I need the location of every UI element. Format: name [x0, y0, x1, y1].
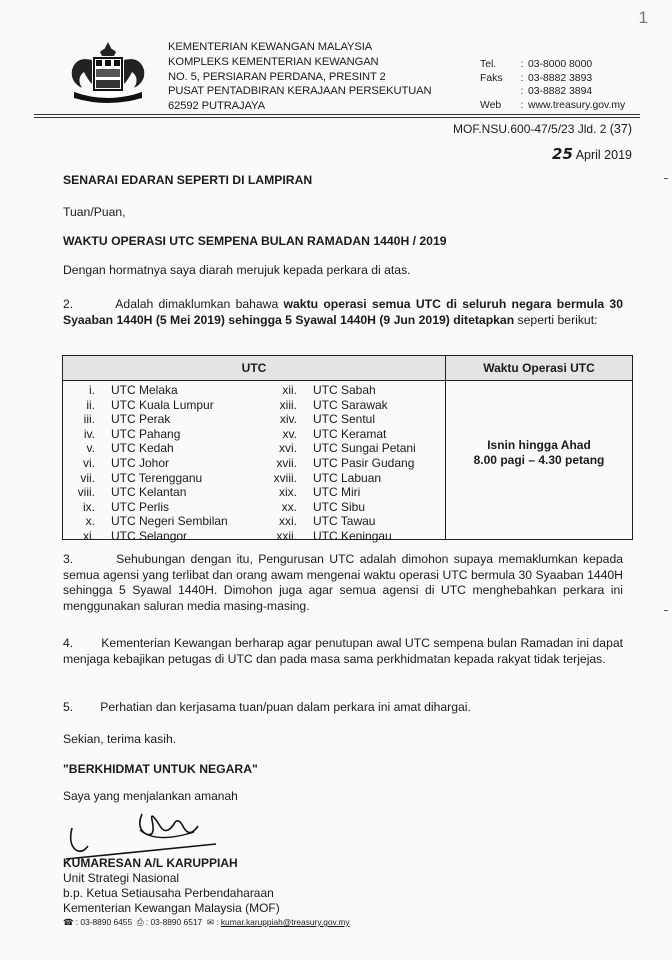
- closing: Sekian, terima kasih.: [63, 732, 177, 746]
- utc-name: UTC Kelantan: [111, 485, 187, 500]
- contact-label: Web: [480, 99, 502, 111]
- utc-number: iv.: [83, 426, 95, 441]
- utc-number: v.: [86, 441, 95, 456]
- utc-name: UTC Sabah: [313, 383, 376, 397]
- paragraph-bold-text: waktu operasi semua UTC di seluruh negara bermula 30 Syaaban 1440H (5 Mei 2019) sehingga 5 Syawal 1440H (9 Jun 2019) ditetapkan: [63, 297, 623, 327]
- utc-name: UTC Sarawak: [313, 397, 388, 412]
- contact-block: Tel. : 03-8000 8000 Faks : 03-8882 3893 : 03-8882 3894 Web : www.treasury.gov.my: [480, 59, 626, 111]
- utc-number: xix.: [279, 485, 297, 500]
- utc-number: i.: [89, 383, 95, 397]
- ministry-address-line: NO. 5, PERSIARAN PERDANA, PRESINT 2: [168, 70, 386, 83]
- ministry-address-line: PUSAT PENTADBIRAN KERAJAAN PERSEKUTUAN: [168, 85, 432, 98]
- utc-number: xviii.: [273, 470, 297, 485]
- signer-role: b.p. Ketua Setiausaha Perbendaharaan: [63, 886, 274, 900]
- utc-table: [62, 355, 633, 543]
- utc-number: xv.: [282, 426, 297, 441]
- table-row: [63, 529, 446, 544]
- paragraph-text: Perhatian dan kerjasama tuan/puan dalam perkara ini amat dihargai.: [100, 700, 471, 714]
- utc-number: viii.: [77, 485, 95, 500]
- ministry-address-line: 62592 PUTRAJAYA: [168, 100, 265, 113]
- utc-name: UTC Negeri Sembilan: [111, 514, 228, 529]
- sign-off: Saya yang menjalankan amanah: [63, 789, 238, 803]
- motto: "BERKHIDMAT UNTUK NEGARA": [63, 762, 258, 776]
- utc-name: UTC Sentul: [313, 412, 376, 427]
- utc-name: UTC Kedah: [111, 441, 174, 456]
- page-number: 1: [638, 8, 648, 27]
- table-row: [63, 412, 446, 427]
- paragraph-text: Kementerian Kewangan berharap agar penutupan awal UTC sempena bulan Ramadan ini dapat menjaga kebajikan petugas di UTC dan pada masa sama perkhidmatan kepada rakyat tidak terjejas.: [63, 636, 624, 666]
- paragraph-text: Sehubungan dengan itu, Pengurusan UTC adalah dimohon supaya memaklumkan kepada semua agensi yang terlibat dan orang awam mengenai waktu operasi UTC bermula 30 Syaaban 1440H sehingga 5 Syawal 1440H. Dimohon juga agar semua agensi di UTC menghebahkan perkara ini menggunakan saluran media masing-masing.: [63, 552, 624, 613]
- table-header-utc: UTC: [63, 356, 446, 381]
- margin-tick: [664, 610, 668, 611]
- table-row: [63, 456, 446, 471]
- signer-block: [63, 856, 280, 916]
- utc-name: UTC Terengganu: [111, 470, 203, 485]
- utc-number: xvi.: [279, 441, 297, 456]
- subject: WAKTU OPERASI UTC SEMPENA BULAN RAMADAN 1440H / 2019: [63, 234, 447, 248]
- handwritten-number: (37): [609, 122, 632, 136]
- paragraph-4: [63, 636, 623, 667]
- margin-tick: [664, 178, 668, 179]
- table-row: [63, 485, 446, 500]
- paragraph-2: [63, 297, 623, 328]
- paragraph-number: 4.: [63, 636, 74, 650]
- table-row: [63, 500, 446, 515]
- fax-icon: ⎙: [136, 917, 144, 927]
- contact-fax: 03-8882 3893: [528, 72, 593, 84]
- table-row: [63, 471, 446, 486]
- utc-name: UTC Kuala Lumpur: [111, 397, 214, 412]
- utc-list: [63, 383, 446, 544]
- utc-number: xi.: [83, 528, 95, 543]
- signer-ministry: Kementerian Kewangan Malaysia (MOF): [63, 901, 280, 915]
- table-row: [63, 427, 446, 442]
- utc-name: UTC Selangor: [111, 528, 188, 543]
- utc-number: x.: [85, 514, 95, 529]
- utc-name: UTC Johor: [111, 455, 170, 470]
- signer-email[interactable]: kumar.karuppiah@treasury.gov.my: [220, 917, 350, 927]
- utc-name: UTC Pahang: [111, 426, 181, 441]
- reference-code: MOF.NSU.600-47/5/23 Jld. 2: [453, 122, 607, 136]
- utc-number: xxi.: [279, 514, 297, 529]
- contact-label: Tel.: [480, 59, 497, 70]
- signature-icon: [66, 800, 216, 862]
- header-divider: [34, 117, 640, 118]
- utc-number: xiii.: [279, 397, 297, 412]
- signer-phone: 03-8890 6455: [80, 917, 133, 927]
- salutation: Tuan/Puan,: [63, 205, 126, 219]
- hours-time: 8.00 pagi – 4.30 petang: [473, 453, 605, 467]
- utc-number: xxii.: [276, 528, 297, 543]
- utc-number: xx.: [281, 499, 297, 514]
- utc-number: xiv.: [279, 412, 297, 427]
- signer-unit: Unit Strategi Nasional: [63, 871, 180, 885]
- utc-name: UTC Perlis: [111, 499, 170, 514]
- contact-fax-2: 03-8882 3894: [528, 86, 593, 98]
- table-row: [63, 383, 446, 398]
- paragraph-text: Adalah dimaklumkan bahawa: [115, 297, 284, 311]
- utc-name: UTC Keningau: [313, 528, 392, 543]
- utc-number: xvii.: [276, 455, 297, 470]
- utc-number: xii.: [282, 383, 297, 397]
- table-row: [63, 398, 446, 413]
- paragraph-number: 2.: [63, 297, 74, 311]
- utc-name: UTC Labuan: [313, 470, 382, 485]
- email-icon: ✉: [206, 917, 214, 927]
- date-month-year: April 2019: [575, 148, 632, 162]
- phone-icon: ☎: [63, 917, 74, 927]
- paragraph-number: 5.: [63, 700, 74, 714]
- utc-name: UTC Perak: [111, 412, 171, 427]
- utc-number: vi.: [83, 455, 95, 470]
- signer-name: KUMARESAN A/L KARUPPIAH: [63, 856, 238, 870]
- utc-number: vii.: [80, 470, 95, 485]
- contact-tel: 03-8000 8000: [528, 59, 593, 70]
- recipient: SENARAI EDARAN SEPERTI DI LAMPIRAN: [63, 173, 313, 187]
- ministry-address-line: KOMPLEKS KEMENTERIAN KEWANGAN: [168, 55, 379, 68]
- hours-days: Isnin hingga Ahad: [487, 438, 591, 452]
- utc-number: ix.: [83, 499, 95, 514]
- paragraph-number: 3.: [63, 552, 74, 566]
- utc-name: UTC Pasir Gudang: [313, 455, 415, 470]
- utc-name: UTC Tawau: [313, 514, 376, 529]
- paragraph-3: [63, 552, 623, 614]
- contact-web: www.treasury.gov.my: [528, 99, 626, 111]
- operating-hours: [446, 438, 632, 468]
- utc-name: UTC Miri: [313, 485, 361, 500]
- contact-label: Faks: [480, 72, 503, 84]
- utc-name: UTC Melaka: [111, 383, 178, 397]
- utc-number: ii.: [86, 397, 95, 412]
- date-day: 25: [552, 145, 573, 163]
- reference-number: [453, 122, 632, 136]
- paragraph-text: seperti berikut:: [514, 312, 598, 327]
- utc-name: UTC Keramat: [313, 426, 387, 441]
- table-header-hours: Waktu Operasi UTC: [446, 356, 632, 381]
- coat-of-arms-icon: [62, 34, 154, 108]
- signer-fax: 03-8890 6517: [150, 917, 203, 927]
- letter-date: [552, 145, 632, 163]
- signer-contact: ☎ : 03-8890 6455 ⎙ : 03-8890 6517 ✉ : kumar.karuppiah@treasury.gov.my: [63, 917, 350, 927]
- table-row: [63, 441, 446, 456]
- utc-name: UTC Sungai Petani: [313, 441, 416, 456]
- ministry-name: KEMENTERIAN KEWANGAN MALAYSIA: [168, 41, 373, 53]
- paragraph-5: [63, 700, 623, 716]
- utc-name: UTC Sibu: [313, 499, 366, 514]
- intro-paragraph: Dengan hormatnya saya diarah merujuk kepada perkara di atas.: [63, 263, 411, 277]
- header-divider: [34, 114, 640, 115]
- ministry-address: [168, 40, 432, 114]
- table-row: [63, 514, 446, 529]
- utc-number: iii.: [83, 412, 95, 427]
